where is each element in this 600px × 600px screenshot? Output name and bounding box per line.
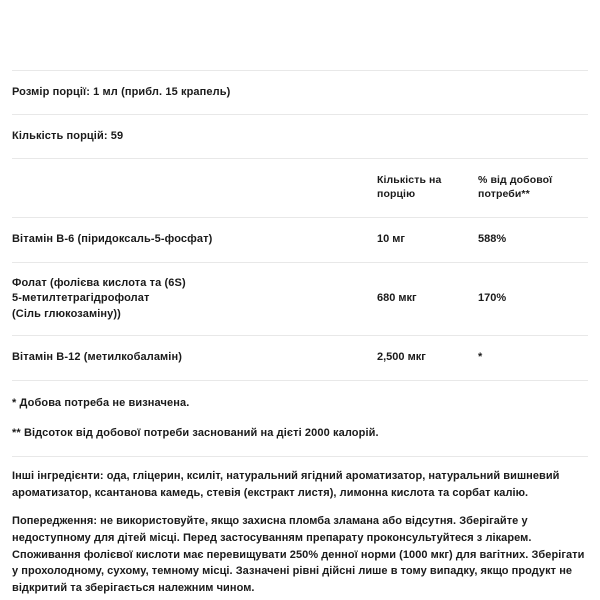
footnote-percent-daily-value-basis: ** Відсоток від добової потреби заснований на дієті 2000 калорій. [12,427,379,440]
nutrient-daily-value: 170% [478,291,507,304]
text-block [12,457,588,597]
table-header-amount-per-serving: Кількість на порцію [377,174,442,200]
servings-per-container-row [12,115,588,158]
nutrient-name [12,276,377,323]
other-ingredients-paragraph: Інші інгредієнти: ода, гліцерин, ксиліт, натуральний ягідний ароматизатор, натуральний вишневий ароматизатор, ксантанова камедь, стевія (екстракт листя), лимонна кислота та сорбат калію. [12,469,560,499]
table-header-daily-value-text: % від добової потреби** [478,174,553,200]
nutrient-name [12,350,377,366]
nutrient-amount: 2,500 мкг [377,351,426,364]
nutrient-name-line: Вітамін B-6 (піридоксаль-5-фосфат) [12,233,213,245]
nutrient-name-line: Фолат (фолієва кислота та (6S) [12,276,186,289]
nutrient-name-line: 5-метилтетрагідрофолат [12,292,150,305]
nutrient-daily-value: * [478,351,483,364]
nutrient-name [12,232,377,248]
serving-size-label: Розмір порції: 1 мл (прибл. 15 крапель) [12,86,231,99]
nutrient-name-line: (Сіль глюкозаміну)) [12,307,121,320]
nutrient-daily-value: 588% [478,233,507,245]
table-row [12,218,588,262]
table-header-row [12,159,588,217]
warnings-paragraph: Попередження: не використовуйте, якщо захисна пломба зламана або відсутня. Зберігайте у недоступному для дітей місці. Перед застосуванням препарату проконсультуйтеся з лікарем. Споживання фолієвої кислоти має перевищувати 250% денної норми (1000 мкг) для вагітних. Зберігати у прохолодному, сухому, темному місці. Зазначені рівні дійсні лише в тому випадку, якщо продукт не відкритий та зберігається належним чином. [12,515,585,595]
serving-size-row [12,71,588,114]
table-header-daily-value [478,174,588,202]
table-row [12,263,588,336]
nutrient-name-line: Вітамін B-12 (метилкобаламін) [12,351,182,364]
top-spacer [12,0,588,70]
nutrient-amount: 680 мкг [377,291,417,304]
table-row [12,336,588,380]
servings-per-container-label: Кількість порцій: 59 [12,130,124,143]
footnote-daily-value-not-established: * Добова потреба не визначена. [12,397,190,410]
nutrient-amount: 10 мг [377,233,406,245]
footnotes-block [12,381,588,442]
